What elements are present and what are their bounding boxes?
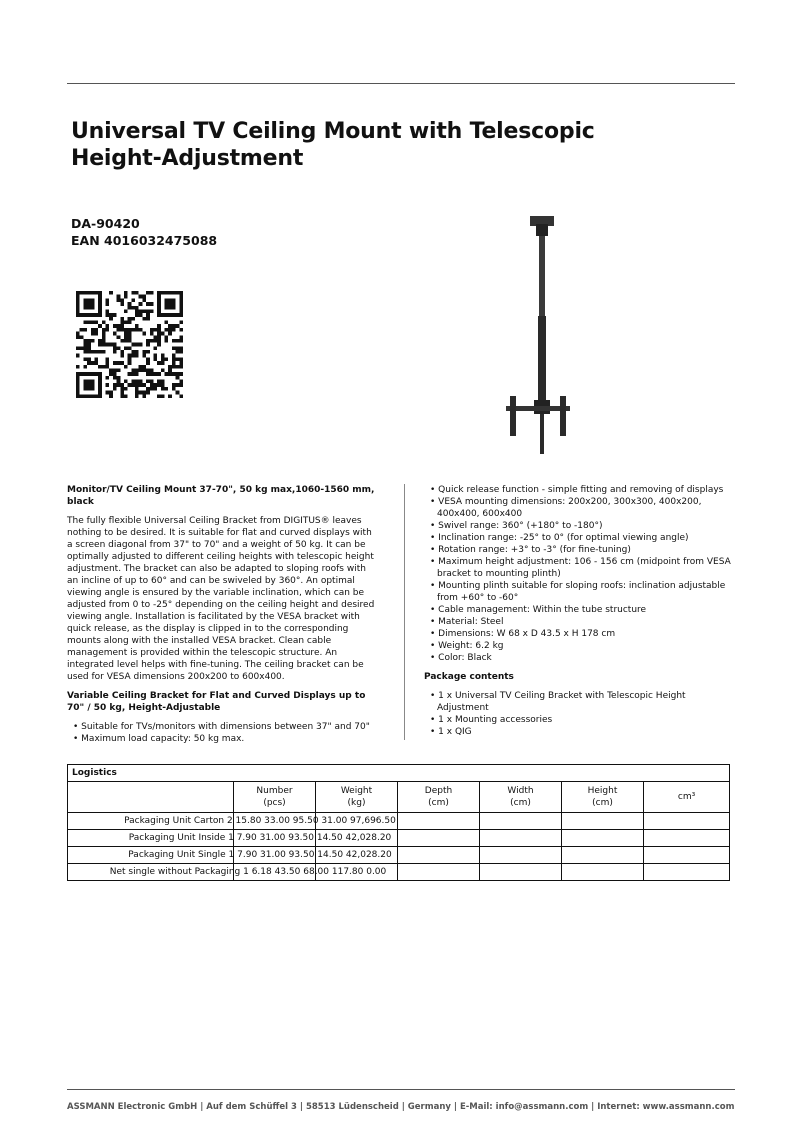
column-divider [404,484,405,740]
column-header [68,782,234,813]
list-item: • Dimensions: W 68 x D 43.5 x H 178 cm [424,628,736,640]
product-subheading: Variable Ceiling Bracket for Flat and Curved Displays up to 70" / 50 kg, Height-Adjustable [67,691,366,713]
table-row [68,847,730,864]
list-item: • Suitable for TVs/monitors with dimensions between 37" and 70" [67,721,379,733]
package-list [424,690,736,738]
column-header: Number (pcs) [234,782,316,813]
list-item: • VESA mounting dimensions: 200x200, 300x300, 400x200, 400x400, 600x400 [424,496,736,520]
list-item: • 1 x QIG [424,726,736,738]
list-item: • 1 x Mounting accessories [424,714,736,726]
column-header: cm³ [644,782,730,813]
column-header: Width (cm) [480,782,562,813]
feature-list [67,721,379,745]
list-item: • Maximum load capacity: 50 kg max. [67,733,379,745]
list-item: • Weight: 6.2 kg [424,640,736,652]
product-heading: Monitor/TV Ceiling Mount 37-70", 50 kg max,1060-1560 mm, black [67,485,375,507]
column-header: Weight (kg) [316,782,398,813]
column-header: Depth (cm) [398,782,480,813]
table-row [68,864,730,881]
logistics-table [67,764,730,881]
row-text: Packaging Unit Single 1 7.90 31.00 93.50 14.50 42,028.20 [128,850,392,860]
row-text: Net single without Packaging 1 6.18 43.50 68.00 117.80 0.00 [109,867,387,877]
ceiling-mount-image [498,212,578,462]
list-item: • Inclination range: -25° to 0° (for optimal viewing angle) [424,532,736,544]
package-contents-heading: Package contents [424,672,514,682]
left-column [67,484,379,752]
list-item: • Mounting plinth suitable for sloping roofs: inclination adjustable from +60° to -60° [424,580,736,604]
list-item: • Quick release function - simple fitting and removing of displays [424,484,736,496]
list-item: • Cable management: Within the tube structure [424,604,736,616]
row-text: Packaging Unit Carton 2 15.80 33.00 95.50 31.00 97,696.50 [124,816,396,826]
logistics-title: Logistics [68,765,730,782]
right-column [424,484,736,745]
page-title: Universal TV Ceiling Mount with Telescopic Height-Adjustment [71,119,595,171]
list-item: • Swivel range: 360° (+180° to -180°) [424,520,736,532]
product-description: The fully flexible Universal Ceiling Bracket from DIGITUS® leaves nothing to be desired. It is suitable for flat and curved displays with a screen diagonal from 37" to 70" and a weight of 50 kg. It can be optimally adjusted to different ceiling heights with telescopic height adjustment. The bracket can also be adapted to sloping roofs with an incline of up to 60° and can be swiveled by 360°. An optimal viewing angle is ensured by the variable inclination, which can be adjusted from 0 to -25° depending on the ceiling height and desired viewing angle. Installation is facilitated by the VESA bracket with quick release, as the display is clipped in to the corresponding mounts along with the installed VESA bracket. Clean cable management is provided within the telescopic structure. An integrated level helps with fine-tuning. The ceiling bracket can be used for VESA dimensions 200x200 to 600x400. [67,516,375,682]
top-divider [67,83,735,84]
list-item: • Material: Steel [424,616,736,628]
list-item: • Color: Black [424,652,736,664]
bottom-divider [67,1089,735,1090]
spec-list [424,484,736,664]
sku-number: DA-90420 [71,216,140,231]
list-item: • 1 x Universal TV Ceiling Bracket with Telescopic Height Adjustment [424,690,736,714]
qr-code-icon [76,291,183,398]
table-row [68,813,730,830]
row-text: Packaging Unit Inside 1 7.90 31.00 93.50 14.50 42,028.20 [128,833,392,843]
table-row [68,830,730,847]
footer-address: ASSMANN Electronic GmbH | Auf dem Schüffel 3 | 58513 Lüdenscheid | Germany | E-Mail: info@assmann.com | Internet: www.assmann.com [67,1102,735,1112]
list-item: • Maximum height adjustment: 106 - 156 cm (midpoint from VESA bracket to mounting plinth) [424,556,736,580]
ean-number: EAN 4016032475088 [71,233,218,248]
column-header: Height (cm) [562,782,644,813]
list-item: • Rotation range: +3° to -3° (for fine-tuning) [424,544,736,556]
